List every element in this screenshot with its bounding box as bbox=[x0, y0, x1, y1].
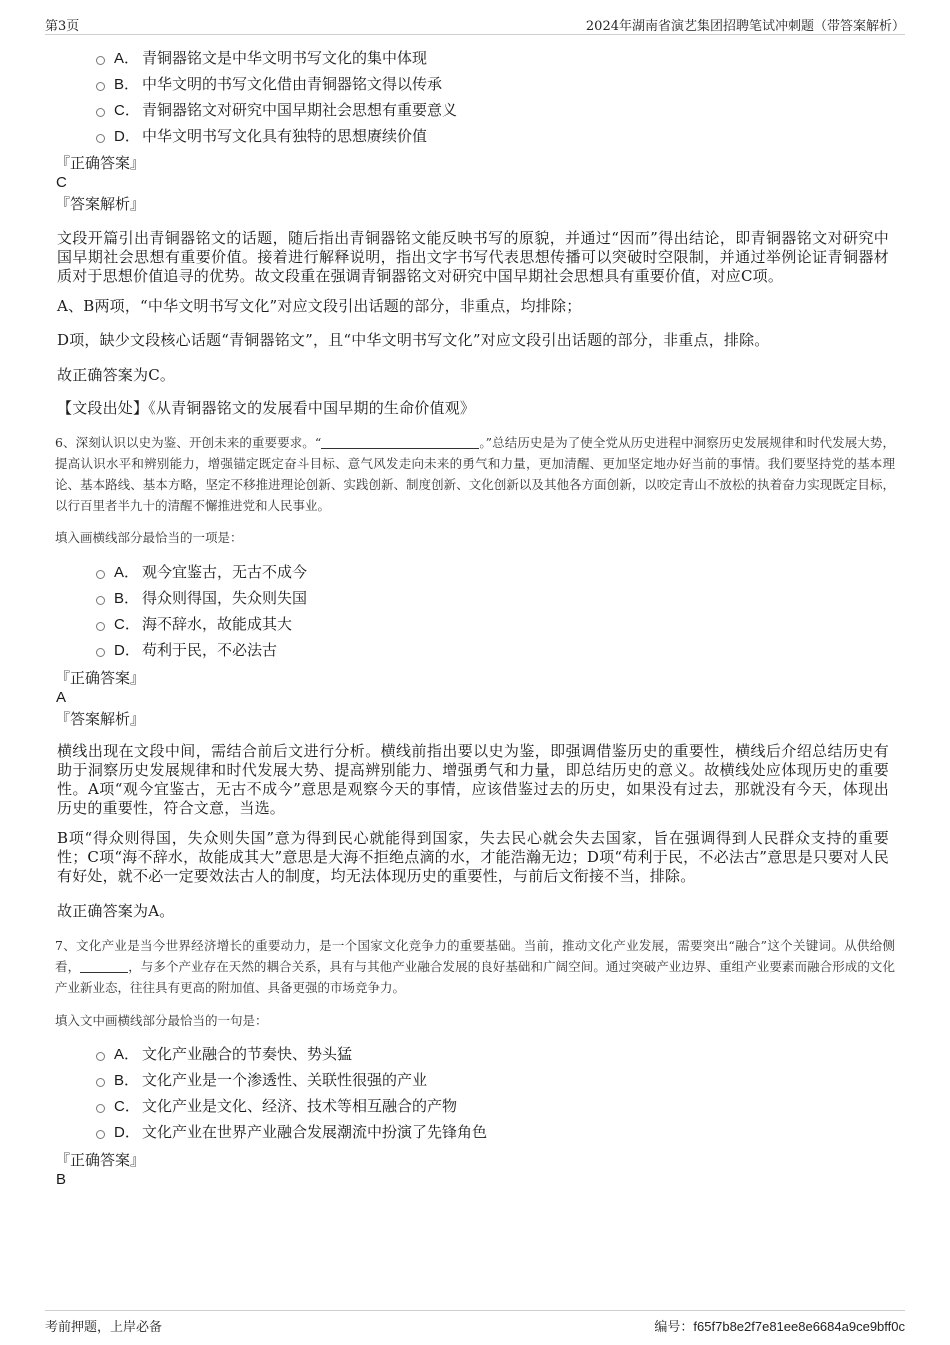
q5-analysis-paragraph: A、B两项，“中华文明书写文化”对应文段引出话题的部分，非重点，均排除； bbox=[57, 297, 582, 315]
radio-icon[interactable] bbox=[96, 82, 105, 91]
radio-icon[interactable] bbox=[96, 108, 105, 117]
q6-question-text: 6、深刻认识以史为鉴、开创未来的重要要求。“ 。”总结历史是为了使全党从历史进程中洞察历史发展规律和时代发展大势，提高认识水平和辨别能力，增强锚定既定奋斗目标、意气风发走向未来的勇气和力量，更加清醒、更加坚定地办好当前的事情。我们要坚持党的基本理论、基本路线、基本方略，坚定不移推进理论创新、实践创新、制度创新、文化创新以及其他各方面创新，以咬定青山不放松的执着奋力实现既定目标，以行百里者半九十的清醒不懈推进党和人民事业。 bbox=[55, 435, 895, 513]
footer-code: 编号：f65f7b8e2f7e81ee8e6684a9ce9bff0c bbox=[654, 1319, 905, 1334]
q6-analysis-label: 『答案解析』 bbox=[55, 710, 146, 728]
page-number: 第3页 bbox=[45, 19, 80, 34]
q5-option-c[interactable]: C． 青铜器铭文对研究中国早期社会思想有重要意义 bbox=[96, 99, 457, 121]
q6-analysis-paragraph: B项“得众则得国，失众则失国”意为得到民心就能得到国家，失去民心就会失去国家，旨在强调得到人民群众支持的重要性；C项“海不辞水，故能成其大”意思是大海不拒绝点滴的水，才能浩瀚无边；D项“苟利于民，不必法古”意思是只要对人民有好处，就不必一定要效法古人的制度，均无法体现历史的重要性，与前后文衔接不当，排除。 bbox=[57, 829, 889, 885]
q6-option-c[interactable]: C． 海不辞水，故能成其大 bbox=[96, 613, 292, 635]
q7-option-c[interactable]: C． 文化产业是文化、经济、技术等相互融合的产物 bbox=[96, 1095, 457, 1117]
q6-option-b[interactable]: B． 得众则得国，失众则失国 bbox=[96, 587, 307, 609]
document-title: 2024年湖南省演艺集团招聘笔试冲刺题（带答案解析） bbox=[585, 19, 905, 34]
page-footer bbox=[45, 1310, 905, 1333]
page-header bbox=[45, 14, 905, 35]
q5-analysis-paragraph: D项，缺少文段核心话题“青铜器铭文”，且“中华文明书写文化”对应文段引出话题的部分，非重点，排除。 bbox=[57, 331, 770, 349]
q5-option-b[interactable]: B． 中华文明的书写文化借由青铜器铭文得以传承 bbox=[96, 73, 442, 95]
q5-analysis-label: 『答案解析』 bbox=[55, 195, 146, 213]
q6-answer: A bbox=[56, 689, 67, 706]
q6-analysis-paragraph: 横线出现在文段中间，需结合前后文进行分析。横线前指出要以史为鉴，即强调借鉴历史的重要性，横线后介绍总结历史有助于洞察历史发展规律和时代发展大势、提高辨别能力、增强勇气和力量，即总结历史的意义。故横线处应体现历史的重要性。A项“观今宜鉴古，无古不成今”意思是观察今天的事情，应该借鉴过去的历史，如果没有过去，那就没有今天，体现出历史的重要性，符合文意，当选。 bbox=[57, 742, 889, 817]
radio-icon[interactable] bbox=[96, 596, 105, 605]
radio-icon[interactable] bbox=[96, 622, 105, 631]
q7-option-d[interactable]: D． 文化产业在世界产业融合发展潮流中扮演了先锋角色 bbox=[96, 1121, 487, 1143]
q6-option-a[interactable]: A． 观今宜鉴古，无古不成今 bbox=[96, 561, 307, 583]
q7-question-text: 7、文化产业是当今世界经济增长的重要动力，是一个国家文化竞争力的重要基础。当前，推动文化产业发展，需要突出“融合”这个关键词。从供给侧看， ，与多个产业存在天然的耦合关系，具有与其他产业融合发展的良好基础和广阔空间。通过突破产业边界、重组产业要素而融合形成的文化产业新业态，往往具有更高的附加值、具备更强的市场竞争力。 bbox=[55, 938, 895, 995]
radio-icon[interactable] bbox=[96, 134, 105, 143]
radio-icon[interactable] bbox=[96, 648, 105, 657]
q7-answer-label: 『正确答案』 bbox=[55, 1151, 146, 1169]
q6-blank bbox=[321, 434, 479, 449]
radio-icon[interactable] bbox=[96, 1078, 105, 1087]
q6-option-d[interactable]: D． 苟利于民，不必法古 bbox=[96, 639, 277, 661]
radio-icon[interactable] bbox=[96, 570, 105, 579]
q6-conclusion: 故正确答案为A。 bbox=[57, 902, 175, 920]
footer-slogan: 考前押题，上岸必备 bbox=[45, 1320, 163, 1335]
q5-option-a[interactable]: A． 青铜器铭文是中华文明书写文化的集中体现 bbox=[96, 47, 427, 69]
q7-option-a[interactable]: A． 文化产业融合的节奏快、势头猛 bbox=[96, 1043, 352, 1065]
q5-analysis-paragraph: 文段开篇引出青铜器铭文的话题，随后指出青铜器铭文能反映书写的原貌，并通过“因而”得出结论，即青铜器铭文对研究中国早期社会思想有重要价值。接着进行解释说明，指出文字书写代表思想传播可以突破时空限制，并通过举例论证青铜器材质对于思想价值追寻的优势。故文段重在强调青铜器铭文对研究中国早期社会思想具有重要价值，对应C项。 bbox=[57, 229, 889, 285]
q7-prompt: 填入文中画横线部分最恰当的一句是： bbox=[55, 1013, 268, 1028]
radio-icon[interactable] bbox=[96, 1104, 105, 1113]
radio-icon[interactable] bbox=[96, 1130, 105, 1139]
q5-source: 【文段出处】《从青铜器铭文的发展看中国早期的生命价值观》 bbox=[57, 399, 476, 417]
q7-answer: B bbox=[56, 1171, 67, 1188]
q5-option-d[interactable]: D． 中华文明书写文化具有独特的思想赓续价值 bbox=[96, 125, 427, 147]
q7-blank bbox=[80, 958, 128, 973]
radio-icon[interactable] bbox=[96, 1052, 105, 1061]
q5-answer-label: 『正确答案』 bbox=[55, 154, 146, 172]
q6-answer-label: 『正确答案』 bbox=[55, 669, 146, 687]
q7-option-b[interactable]: B． 文化产业是一个渗透性、关联性很强的产业 bbox=[96, 1069, 427, 1091]
q5-answer: C bbox=[56, 174, 67, 191]
q5-conclusion: 故正确答案为C。 bbox=[57, 366, 176, 384]
radio-icon[interactable] bbox=[96, 56, 105, 65]
q6-prompt: 填入画横线部分最恰当的一项是： bbox=[55, 530, 243, 545]
